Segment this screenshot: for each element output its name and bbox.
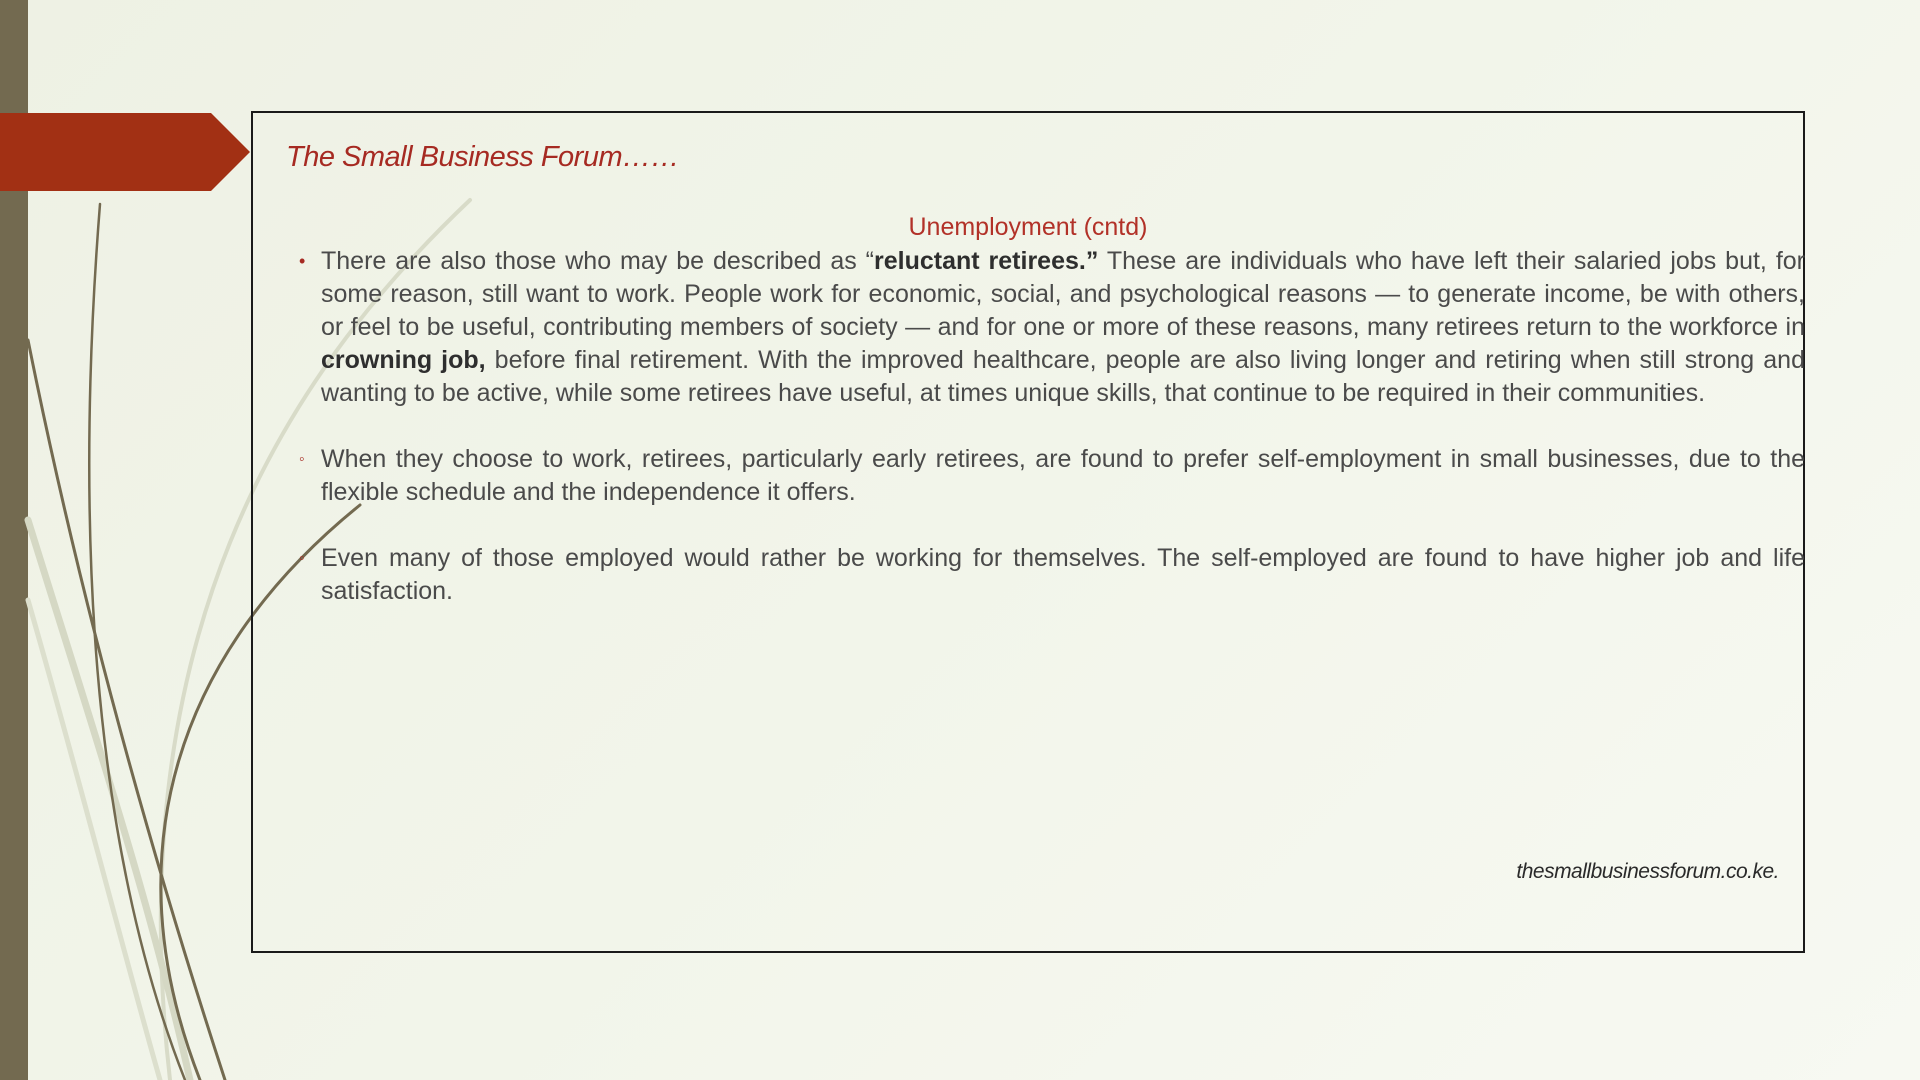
bullet-item: [299, 245, 1805, 410]
section-heading: Unemployment (cntd): [908, 213, 1148, 241]
footer-website: thesmallbusinessforum.co.ke.: [1516, 860, 1779, 883]
bullet-marker: •: [299, 251, 306, 271]
bullet-text: These are individuals who have left their salaried jobs but, for some reason, still want to work. People work for economic, social, and psychological reasons — to generate income, be with others, or feel to be useful, contributing members of society — and for one or more of these reasons, many retirees return to the workforce in: [321, 247, 1805, 341]
decorative-curve: [28, 600, 160, 1080]
bullet-item: [299, 542, 1805, 608]
bullet-item: [299, 443, 1805, 509]
bullet-text: before final retirement. With the improved healthcare, people are also living longer and retiring when still strong and wanting to be active, while some retirees have useful, at times unique skills, that continue to be required in their communities.: [321, 346, 1805, 407]
bullet-emphasis: crowning job,: [321, 346, 486, 374]
bullet-text: When they choose to work, retirees, particularly early retirees, are found to prefer self-employment in small businesses, due to the flexible schedule and the independence it offers.: [321, 445, 1805, 506]
slide-title: The Small Business Forum……: [286, 141, 680, 173]
title-banner-arrow: [0, 113, 250, 191]
bullet-emphasis: reluctant retirees.”: [874, 247, 1099, 275]
bullet-text: Even many of those employed would rather be working for themselves. The self-employed are found to have higher job and life satisfaction.: [321, 544, 1805, 605]
bullet-text: There are also those who may be described as “: [321, 247, 875, 275]
bullet-marker: ◦: [299, 451, 305, 468]
bullet-list: [299, 245, 1805, 641]
decorative-curve: [89, 204, 185, 1080]
bullet-marker: ◦: [299, 550, 305, 567]
